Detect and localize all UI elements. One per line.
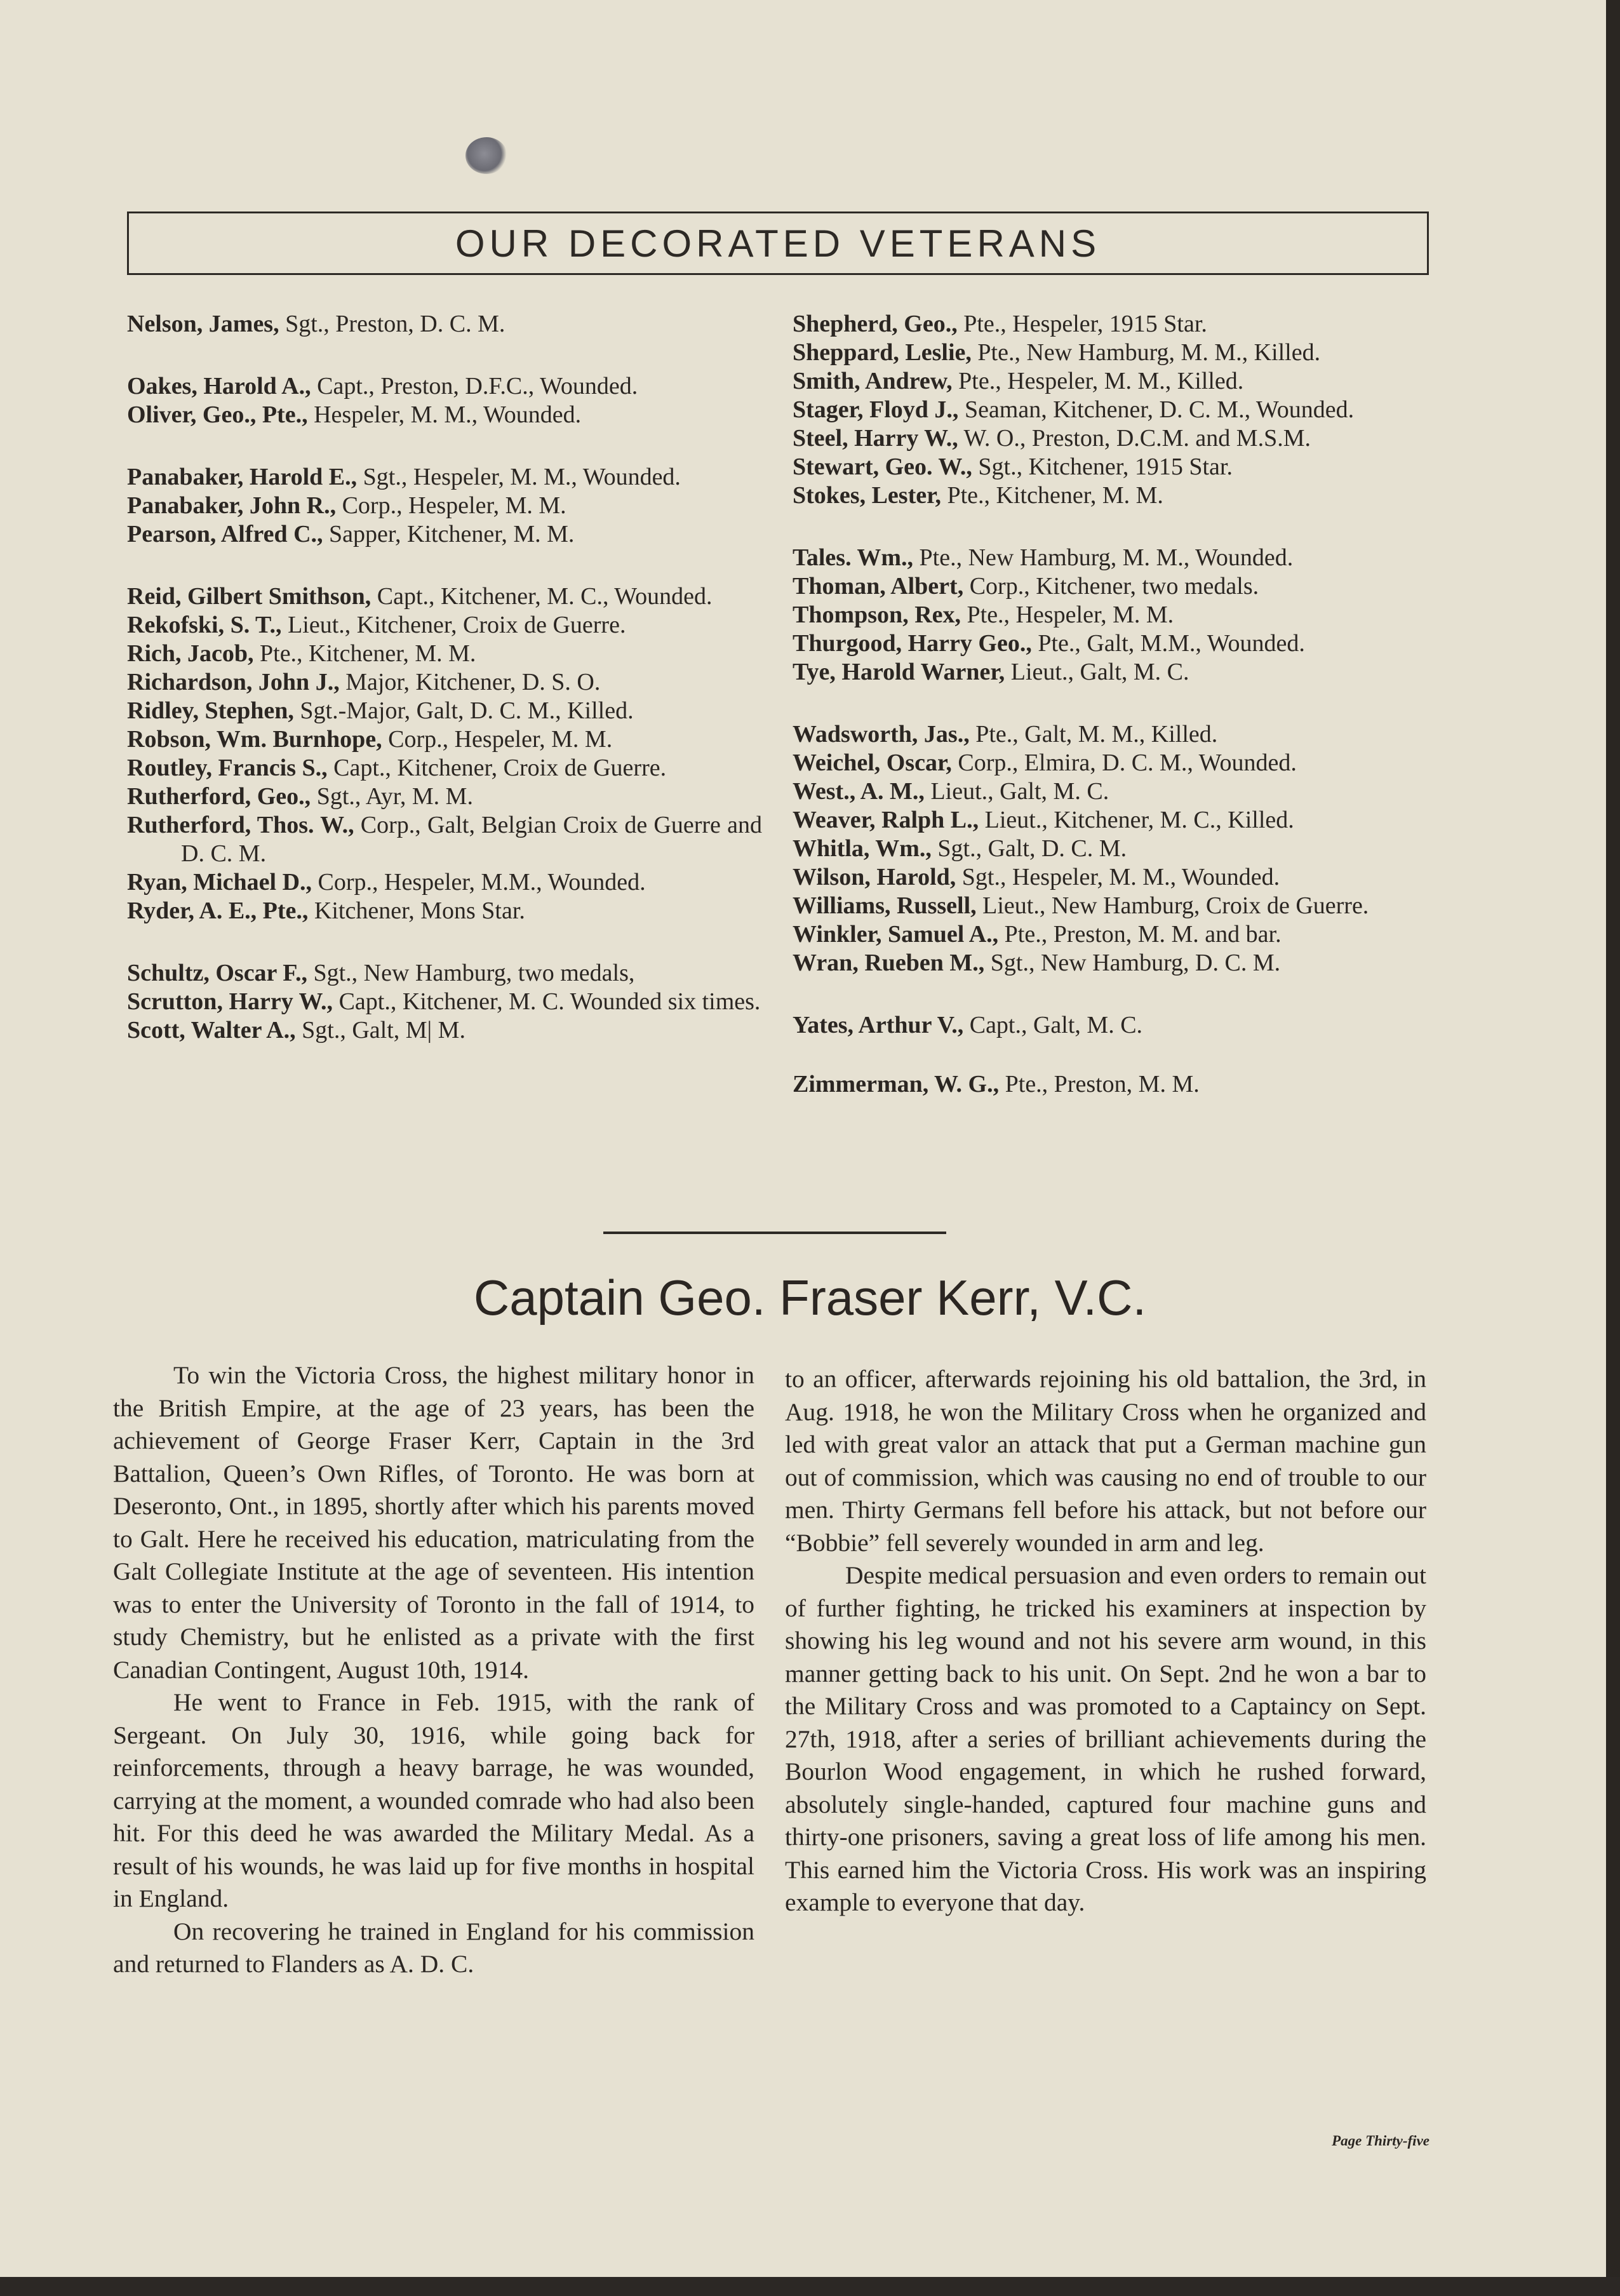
- veteran-entry: Scott, Walter A., Sgt., Galt, M| M.: [127, 1017, 465, 1044]
- veteran-entry: Rutherford, Geo., Sgt., Ayr, M. M.: [127, 783, 473, 810]
- veteran-entry: West., A. M., Lieut., Galt, M. C.: [793, 778, 1109, 805]
- veteran-entry: Stewart, Geo. W., Sgt., Kitchener, 1915 Star.: [793, 453, 1233, 480]
- veteran-entry: Wadsworth, Jas., Pte., Galt, M. M., Killed.: [793, 721, 1218, 748]
- veteran-entry: Yates, Arthur V., Capt., Galt, M. C.: [793, 1012, 1143, 1038]
- veteran-entry: Rich, Jacob, Pte., Kitchener, M. M.: [127, 640, 476, 667]
- veteran-entry: Smith, Andrew, Pte., Hespeler, M. M., Killed.: [793, 368, 1244, 394]
- veteran-entry: Nelson, James, Sgt., Preston, D. C. M.: [127, 311, 505, 337]
- ink-smudge: [465, 137, 507, 174]
- veteran-entry: Panabaker, Harold E., Sgt., Hespeler, M. M., Wounded.: [127, 464, 681, 490]
- veteran-entry: Wilson, Harold, Sgt., Hespeler, M. M., Wounded.: [793, 864, 1280, 890]
- veteran-entry: Routley, Francis S., Capt., Kitchener, Croix de Guerre.: [127, 755, 667, 781]
- article-column-right: [785, 1363, 1426, 1919]
- veteran-entry: Williams, Russell, Lieut., New Hamburg, Croix de Guerre.: [793, 892, 1369, 919]
- veteran-entry: Winkler, Samuel A., Pte., Preston, M. M. and bar.: [793, 921, 1282, 948]
- veteran-entry: Wran, Rueben M., Sgt., New Hamburg, D. C. M.: [793, 950, 1281, 976]
- veteran-entry: Ryder, A. E., Pte., Kitchener, Mons Star.: [127, 897, 525, 924]
- veteran-entry: Rutherford, Thos. W., Corp., Galt, Belgian Croix de Guerre and D. C. M.: [127, 812, 762, 867]
- veteran-entry: Pearson, Alfred C., Sapper, Kitchener, M. M.: [127, 521, 575, 547]
- veteran-entry: Ridley, Stephen, Sgt.-Major, Galt, D. C. M., Killed.: [127, 697, 634, 724]
- section-heading-box: [127, 211, 1429, 275]
- veteran-entry: Weichel, Oscar, Corp., Elmira, D. C. M., Wounded.: [793, 749, 1297, 776]
- veteran-entry: Thurgood, Harry Geo., Pte., Galt, M.M., Wounded.: [793, 630, 1305, 657]
- veteran-entry: Stokes, Lester, Pte., Kitchener, M. M.: [793, 482, 1163, 509]
- veteran-entry: Whitla, Wm., Sgt., Galt, D. C. M.: [793, 835, 1127, 862]
- veteran-entry: Sheppard, Leslie, Pte., New Hamburg, M. M., Killed.: [793, 339, 1321, 366]
- veterans-list-left: [127, 310, 762, 1045]
- veteran-entry: Ryan, Michael D., Corp., Hespeler, M.M., Wounded.: [127, 869, 646, 896]
- veteran-entry: Thompson, Rex, Pte., Hespeler, M. M.: [793, 601, 1174, 628]
- veteran-entry: Steel, Harry W., W. O., Preston, D.C.M. and M.S.M.: [793, 425, 1311, 452]
- veteran-entry: Robson, Wm. Burnhope, Corp., Hespeler, M. M.: [127, 726, 613, 753]
- page-number: Page Thirty-five: [1332, 2133, 1429, 2149]
- veteran-entry: Panabaker, John R., Corp., Hespeler, M. M.: [127, 492, 566, 519]
- veteran-entry: Rekofski, S. T., Lieut., Kitchener, Croix de Guerre.: [127, 612, 626, 638]
- veteran-entry: Shepherd, Geo., Pte., Hespeler, 1915 Star.: [793, 311, 1207, 337]
- veteran-entry: Tye, Harold Warner, Lieut., Galt, M. C.: [793, 659, 1189, 685]
- article-paragraph: He went to France in Feb. 1915, with the rank of Sergeant. On July 30, 1916, while going back for reinforcements, through a heavy barrage, he was wounded, carrying at the moment, a wounded comrade who had also been hit. For this deed he was awarded the Military Medal. As a result of his wounds, he was laid up for five months in hospital in England.: [113, 1688, 754, 1912]
- article-title: Captain Geo. Fraser Kerr, V.C.: [473, 1270, 1147, 1326]
- section-heading: OUR DECORATED VETERANS: [455, 222, 1101, 265]
- section-divider: [603, 1232, 946, 1234]
- veteran-entry: Weaver, Ralph L., Lieut., Kitchener, M. C., Killed.: [793, 807, 1294, 833]
- veteran-entry: Tales. Wm., Pte., New Hamburg, M. M., Wounded.: [793, 544, 1294, 571]
- veteran-entry: Scrutton, Harry W., Capt., Kitchener, M. C. Wounded six times.: [127, 988, 761, 1015]
- page-edge-shadow: [1606, 0, 1620, 2296]
- article-paragraph: to an officer, afterwards rejoining his old battalion, the 3rd, in Aug. 1918, he won the Military Cross when he organized and led with great valor an attack that put a German machine gun out of commission, which was causing no end of trouble to our men. Thirty Germans fell before his attack, but not before our “Bobbie” fell severely wounded in arm and leg.: [785, 1365, 1426, 1557]
- veteran-entry: Reid, Gilbert Smithson, Capt., Kitchener, M. C., Wounded.: [127, 583, 713, 610]
- veteran-entry: Oliver, Geo., Pte., Hespeler, M. M., Wounded.: [127, 401, 582, 428]
- article-paragraph: To win the Victoria Cross, the highest military honor in the British Empire, at the age of 23 years, has been the achievement of George Fraser Kerr, Captain in the 3rd Battalion, Queen’s Own Rifles, of Toronto. He was born at Deseronto, Ont., in 1895, shortly after which his parents moved to Galt. Here he received his education, matriculating from the Galt Collegiate Institute at the age of seventeen. His intention was to enter the University of Toronto in the fall of 1914, to study Chemistry, but he enlisted as a private with the first Canadian Contingent, August 10th, 1914.: [113, 1361, 754, 1684]
- article-paragraph: Despite medical persuasion and even orders to remain out of further fighting, he tricked his examiners at inspection by showing his leg wound and not his severe arm wound, in this manner getting back to his unit. On Sept. 2nd he won a bar to the Military Cross and was promoted to a Captaincy on Sept. 27th, 1918, after a series of brilliant achievements during the Bourlon Wood engagement, in which he rushed forward, absolutely single-handed, captured four machine guns and thirty-one prisoners, saving a great loss of life among his men. This earned him the Victoria Cross. His work was an inspiring example to everyone that day.: [785, 1561, 1426, 1916]
- article-column-left: [113, 1359, 754, 1981]
- veteran-entry: Zimmerman, W. G., Pte., Preston, M. M.: [793, 1071, 1200, 1098]
- page-bottom-edge: [0, 2277, 1620, 2296]
- article-paragraph: On recovering he trained in England for his commission and returned to Flanders as A. D. C.: [113, 1917, 754, 1978]
- veteran-entry: Thoman, Albert, Corp., Kitchener, two medals.: [793, 573, 1259, 600]
- veteran-entry: Stager, Floyd J., Seaman, Kitchener, D. C. M., Wounded.: [793, 396, 1355, 423]
- veteran-entry: Oakes, Harold A., Capt., Preston, D.F.C., Wounded.: [127, 373, 638, 399]
- veteran-entry: Schultz, Oscar F., Sgt., New Hamburg, two medals,: [127, 960, 635, 986]
- veterans-list-right: [793, 310, 1434, 1099]
- veteran-entry: Richardson, John J., Major, Kitchener, D. S. O.: [127, 669, 601, 695]
